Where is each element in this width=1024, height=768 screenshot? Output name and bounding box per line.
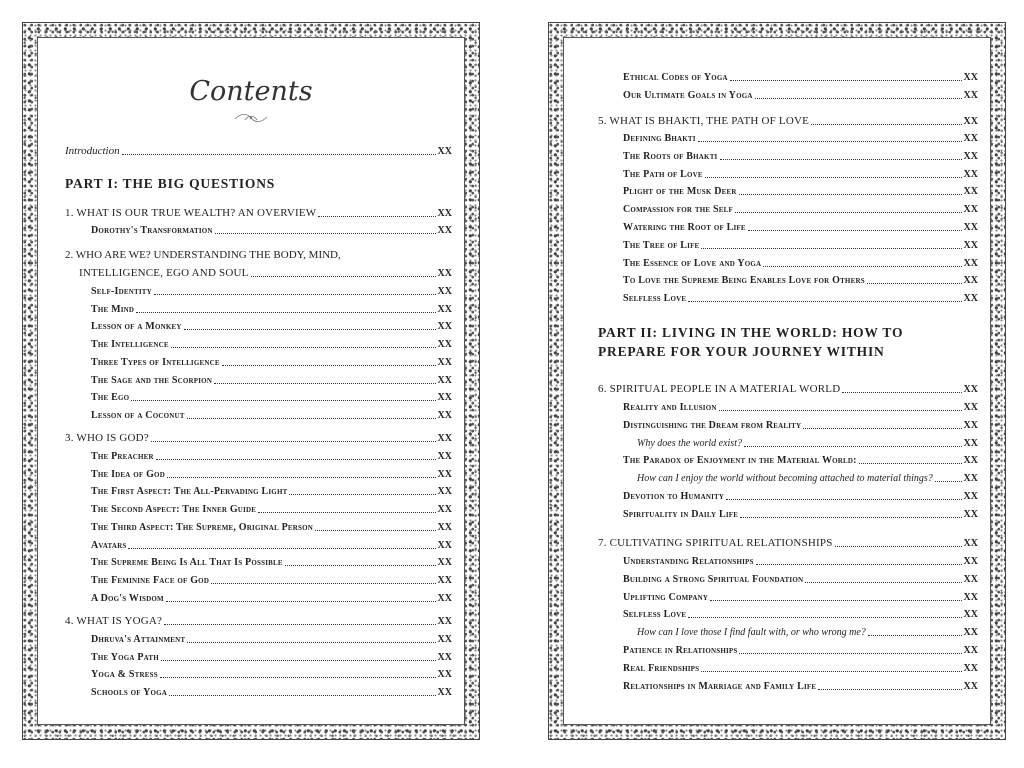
toc-chapter-4-leader <box>164 623 435 625</box>
toc-section-page-number: XX <box>963 402 978 413</box>
toc-question-page-number: XX <box>963 437 978 449</box>
toc-section-title: Lesson of a Coconut <box>91 409 185 421</box>
toc-section[interactable] <box>91 451 452 462</box>
toc-section-title: The Tree of Life <box>623 239 700 251</box>
toc-section-page-number: XX <box>437 634 452 645</box>
toc-section-leader <box>184 328 436 330</box>
toc-section-title: Devotion to Humanity <box>623 491 725 502</box>
toc-section[interactable] <box>91 557 452 568</box>
toc-section[interactable] <box>91 575 452 586</box>
toc-section-leader <box>154 293 436 295</box>
toc-section[interactable] <box>623 293 978 304</box>
toc-section-title: Understanding Relationships <box>623 556 754 567</box>
toc-question[interactable] <box>637 473 978 484</box>
toc-question-page-number: XX <box>963 627 978 639</box>
toc-chapter-6-page-number: XX <box>963 384 978 395</box>
toc-section-leader <box>698 140 962 142</box>
toc-section-page-number: XX <box>437 687 452 699</box>
toc-section-title: Ethical Codes of Yoga <box>623 72 728 83</box>
flourish-ornament-icon <box>233 111 269 125</box>
toc-section-title: The Idea of God <box>91 468 165 480</box>
toc-chapter-2-page-number: XX <box>437 268 452 279</box>
toc-section-leader <box>289 493 435 495</box>
left-page <box>22 22 480 740</box>
toc-section-page-number: XX <box>963 556 978 567</box>
toc-section-leader <box>258 511 435 513</box>
toc-section-page-number: XX <box>437 486 452 498</box>
toc-section-leader <box>735 211 962 213</box>
toc-section-page-number: XX <box>963 609 978 621</box>
toc-section-title: The Sage and the Scorpion <box>91 374 213 386</box>
toc-section-page-number: XX <box>963 257 978 269</box>
right-page-content <box>563 37 991 725</box>
toc-chapter-5-title: 5. WHAT IS BHAKTI, THE PATH OF LOVE <box>598 115 810 127</box>
toc-section[interactable] <box>91 469 452 480</box>
toc-chapter-1[interactable] <box>65 208 452 219</box>
toc-section-leader <box>156 458 436 460</box>
toc-section[interactable] <box>623 133 978 144</box>
toc-section-leader <box>285 564 436 566</box>
toc-section-title: The Third Aspect: The Supreme, Original Person <box>91 521 314 533</box>
toc-chapter-7-title: 7. CULTIVATING SPIRITUAL RELATIONSHIPS <box>598 537 833 549</box>
toc-section-title: The Intelligence <box>91 339 169 351</box>
toc-section-page-number: XX <box>963 204 978 216</box>
toc-section[interactable] <box>623 574 978 585</box>
toc-chapter-1-page-number: XX <box>437 208 452 219</box>
toc-section-title: Dhruva's Attainment <box>91 634 186 645</box>
toc-section[interactable] <box>91 634 452 645</box>
toc-section[interactable] <box>623 455 978 466</box>
toc-question-title: Why does the world exist? <box>637 437 742 449</box>
toc-question[interactable] <box>637 627 978 638</box>
toc-section[interactable] <box>623 151 978 162</box>
toc-section-title: A Dog's Wisdom <box>91 592 164 604</box>
toc-section-leader <box>701 247 961 249</box>
toc-section-page-number: XX <box>963 275 978 287</box>
toc-section-page-number: XX <box>437 504 452 516</box>
toc-section-leader <box>740 516 961 518</box>
toc-chapter-3-page-number: XX <box>437 433 452 444</box>
toc-section-leader <box>730 79 962 81</box>
toc-chapter-3[interactable] <box>65 433 452 444</box>
toc-section[interactable] <box>623 556 978 567</box>
toc-section[interactable] <box>91 304 452 315</box>
toc-section[interactable] <box>623 681 978 692</box>
toc-section-title: To Love the Supreme Being Enables Love for Others <box>623 275 865 287</box>
toc-section[interactable] <box>623 186 978 197</box>
toc-question-page-number: XX <box>963 473 978 485</box>
toc-section[interactable] <box>91 286 452 297</box>
toc-section-title: Watering the Root of Life <box>623 222 746 233</box>
toc-chapter-4[interactable] <box>65 616 452 627</box>
toc-section-title: Three Types of Intelligence <box>91 356 220 368</box>
toc-section-page-number: XX <box>437 468 452 480</box>
toc-section-leader <box>803 427 961 429</box>
toc-section-page-number: XX <box>437 321 452 333</box>
toc-section-page-number: XX <box>437 374 452 386</box>
toc-section-title: The Mind <box>91 303 135 315</box>
toc-chapter-5-page-number: XX <box>963 116 978 127</box>
toc-section-page-number: XX <box>437 339 452 351</box>
toc-question-title: How can I love those I find fault with, or who wrong me? <box>637 627 866 639</box>
toc-section-title: The First Aspect: The All-Pervading Light <box>91 486 288 498</box>
left-page-content <box>37 37 465 725</box>
toc-section[interactable] <box>623 90 978 101</box>
toc-entry-introduction[interactable] <box>65 146 452 157</box>
toc-section-leader <box>705 176 962 178</box>
toc-chapter-6[interactable] <box>598 384 978 395</box>
toc-section-page-number: XX <box>963 662 978 674</box>
toc-section-leader <box>805 581 961 583</box>
toc-section[interactable] <box>623 592 978 603</box>
toc-section-title: Compassion for the Self <box>623 204 733 216</box>
toc-chapter-2[interactable] <box>79 268 452 279</box>
toc-section-title: Avatars <box>91 539 127 551</box>
toc-section[interactable] <box>91 410 452 421</box>
toc-section[interactable] <box>91 225 452 236</box>
toc-section-leader <box>169 694 436 696</box>
toc-question-title: How can I enjoy the world without becoming attached to material things? <box>637 473 933 485</box>
toc-section[interactable] <box>623 645 978 656</box>
toc-section-page-number: XX <box>437 557 452 569</box>
toc-section[interactable] <box>91 357 452 368</box>
toc-section-page-number: XX <box>437 451 452 462</box>
toc-chapter-6-leader <box>842 391 961 393</box>
toc-section-page-number: XX <box>437 409 452 421</box>
toc-section[interactable] <box>623 509 978 520</box>
toc-section-title: The Ego <box>91 392 130 404</box>
toc-section-page-number: XX <box>437 592 452 604</box>
right-page <box>548 22 1006 740</box>
toc-chapter-4-title: 4. WHAT IS YOGA? <box>65 615 163 627</box>
toc-chapter-7[interactable] <box>598 538 978 549</box>
toc-section[interactable] <box>623 72 978 83</box>
toc-section-title: Plight of the Musk Deer <box>623 186 737 198</box>
toc-section[interactable] <box>91 687 452 698</box>
toc-section-page-number: XX <box>963 645 978 656</box>
toc-chapter-3-title: 3. WHO IS GOD? <box>65 432 149 444</box>
toc-section-title: The Path of Love <box>623 168 703 180</box>
toc-chapter-1-leader <box>318 215 435 217</box>
toc-chapter-3-leader <box>151 440 436 442</box>
toc-section-leader <box>128 547 435 549</box>
toc-section-page-number: XX <box>963 222 978 233</box>
part-heading-1: PART I: THE BIG QUESTIONS <box>65 176 276 191</box>
toc-section[interactable] <box>91 392 452 403</box>
toc-section[interactable] <box>91 321 452 332</box>
toc-section-leader <box>214 382 435 384</box>
toc-chapter-2-title: INTELLIGENCE, EGO AND SOUL <box>79 267 249 279</box>
toc-chapter-6-title: 6. SPIRITUAL PEOPLE IN A MATERIAL WORLD <box>598 383 841 395</box>
toc-section-leader <box>167 476 436 478</box>
toc-section-leader <box>755 97 962 99</box>
toc-section-leader <box>166 600 436 602</box>
toc-question-leader <box>868 634 962 636</box>
toc-section-leader <box>726 498 961 500</box>
toc-section-page-number: XX <box>963 419 978 431</box>
toc-section[interactable] <box>623 240 978 251</box>
toc-section-leader <box>136 311 435 313</box>
toc-section-page-number: XX <box>437 669 452 681</box>
toc-section[interactable] <box>623 402 978 413</box>
toc-section[interactable] <box>91 486 452 497</box>
toc-section-page-number: XX <box>963 150 978 162</box>
toc-section[interactable] <box>623 258 978 269</box>
toc-section-page-number: XX <box>963 680 978 692</box>
toc-section[interactable] <box>623 169 978 180</box>
toc-section-title: The Preacher <box>91 451 154 462</box>
toc-section-leader <box>739 652 961 654</box>
toc-section[interactable] <box>623 609 978 620</box>
toc-section[interactable] <box>623 491 978 502</box>
toc-section-title: The Roots of Bhakti <box>623 150 718 162</box>
toc-section-page-number: XX <box>963 72 978 83</box>
toc-section-title: Yoga & Stress <box>91 669 158 681</box>
toc-section-leader <box>315 529 436 531</box>
toc-chapter-1-title: 1. WHAT IS OUR TRUE WEALTH? AN OVERVIEW <box>65 207 317 219</box>
toc-section-page-number: XX <box>963 508 978 520</box>
toc-section-title: Building a Strong Spiritual Foundation <box>623 573 804 585</box>
toc-chapter-5-leader <box>811 123 962 125</box>
toc-section[interactable] <box>91 339 452 350</box>
toc-section-page-number: XX <box>963 293 978 305</box>
toc-section-leader <box>160 676 436 678</box>
toc-chapter-7-page-number: XX <box>963 538 978 549</box>
toc-section-title: Patience in Relationships <box>623 645 738 656</box>
toc-section-leader <box>739 193 962 195</box>
toc-section-title: Lesson of a Monkey <box>91 321 182 333</box>
toc-question[interactable] <box>637 438 978 449</box>
toc-section-page-number: XX <box>963 491 978 502</box>
toc-section-title: Real Friendships <box>623 662 700 674</box>
toc-chapter-2-leader <box>251 275 436 277</box>
toc-section-page-number: XX <box>437 286 452 297</box>
toc-section-title: Our Ultimate Goals in Yoga <box>623 89 753 101</box>
toc-section-leader <box>748 229 962 231</box>
toc-section-page-number: XX <box>963 455 978 467</box>
toc-section-leader <box>867 282 962 284</box>
toc-section[interactable] <box>91 540 452 551</box>
toc-section-leader <box>161 659 436 661</box>
toc-question-leader <box>935 480 962 482</box>
part-heading-2-line2: PREPARE FOR YOUR JOURNEY WITHIN <box>598 344 885 359</box>
toc-section-title: Distinguishing the Dream from Reality <box>623 419 802 431</box>
toc-section-title: The Paradox of Enjoyment in the Material World: <box>623 455 857 467</box>
toc-section-title: The Essence of Love and Yoga <box>623 257 762 269</box>
toc-section-title: Spirituality in Daily Life <box>623 508 739 520</box>
toc-chapter-2-line1: 2. WHO ARE WE? UNDERSTANDING THE BODY, MIND, <box>65 249 341 261</box>
toc-section-title: The Yoga Path <box>91 651 159 663</box>
toc-section-leader <box>719 409 962 411</box>
toc-section-page-number: XX <box>437 303 452 315</box>
toc-section-title: Dorothy's Transformation <box>91 225 213 236</box>
toc-section-leader <box>215 232 436 234</box>
toc-section[interactable] <box>91 522 452 533</box>
toc-section-leader <box>710 599 961 601</box>
toc-section-title: Self-Identity <box>91 286 152 297</box>
toc-section[interactable] <box>91 669 452 680</box>
toc-section-title: The Supreme Being Is All That Is Possible <box>91 557 283 569</box>
toc-section-leader <box>211 582 435 584</box>
toc-section-leader <box>131 399 435 401</box>
toc-section-page-number: XX <box>437 392 452 404</box>
toc-question-leader <box>744 445 962 447</box>
toc-section[interactable] <box>91 375 452 386</box>
toc-section-leader <box>222 364 436 366</box>
toc-section[interactable] <box>623 204 978 215</box>
toc-section-title: The Second Aspect: The Inner Guide <box>91 504 257 516</box>
toc-section-leader <box>720 158 962 160</box>
toc-section-title: Defining Bhakti <box>623 133 696 144</box>
toc-section-page-number: XX <box>963 186 978 198</box>
toc-section[interactable] <box>623 420 978 431</box>
toc-section-page-number: XX <box>437 356 452 368</box>
toc-section-leader <box>859 462 962 464</box>
toc-section[interactable] <box>623 275 978 286</box>
toc-section-page-number: XX <box>437 225 452 236</box>
toc-section-leader <box>171 346 436 348</box>
toc-entry-introduction-title: Introduction <box>65 145 120 157</box>
toc-section-page-number: XX <box>963 573 978 585</box>
toc-chapter-5[interactable] <box>598 116 978 127</box>
toc-section-leader <box>187 417 436 419</box>
toc-section-leader <box>187 641 435 643</box>
toc-section-title: Relationships in Marriage and Family Life <box>623 680 817 692</box>
toc-section[interactable] <box>623 663 978 674</box>
toc-section-page-number: XX <box>963 591 978 603</box>
toc-section-title: Selfless Love <box>623 609 687 621</box>
toc-section-page-number: XX <box>963 133 978 144</box>
toc-section[interactable] <box>91 504 452 515</box>
part-heading-2-line1: PART II: LIVING IN THE WORLD: HOW TO <box>598 325 904 340</box>
toc-section-leader <box>701 670 961 672</box>
toc-section-title: Reality and Illusion <box>623 402 717 413</box>
toc-section-title: Schools of Yoga <box>91 687 168 699</box>
toc-section-leader <box>756 563 962 565</box>
toc-section-page-number: XX <box>437 521 452 533</box>
toc-entry-introduction-leader <box>122 153 436 155</box>
toc-section-page-number: XX <box>437 651 452 663</box>
contents-title: Contents <box>189 76 313 107</box>
toc-section-page-number: XX <box>963 168 978 180</box>
toc-section-title: Selfless Love <box>623 293 687 305</box>
toc-section[interactable] <box>623 222 978 233</box>
toc-entry-introduction-page-number: XX <box>437 146 452 157</box>
toc-section-leader <box>818 688 961 690</box>
toc-chapter-7-leader <box>835 545 962 547</box>
toc-section-leader <box>763 265 961 267</box>
toc-section-leader <box>688 300 961 302</box>
toc-section-title: Uplifting Company <box>623 591 709 603</box>
toc-section[interactable] <box>91 652 452 663</box>
toc-section-page-number: XX <box>437 539 452 551</box>
toc-section-page-number: XX <box>963 239 978 251</box>
toc-section-page-number: XX <box>963 89 978 101</box>
toc-section-leader <box>688 616 961 618</box>
toc-section-page-number: XX <box>437 574 452 586</box>
toc-section-title: The Feminine Face of God <box>91 574 210 586</box>
toc-section[interactable] <box>91 593 452 604</box>
toc-chapter-4-page-number: XX <box>437 616 452 627</box>
